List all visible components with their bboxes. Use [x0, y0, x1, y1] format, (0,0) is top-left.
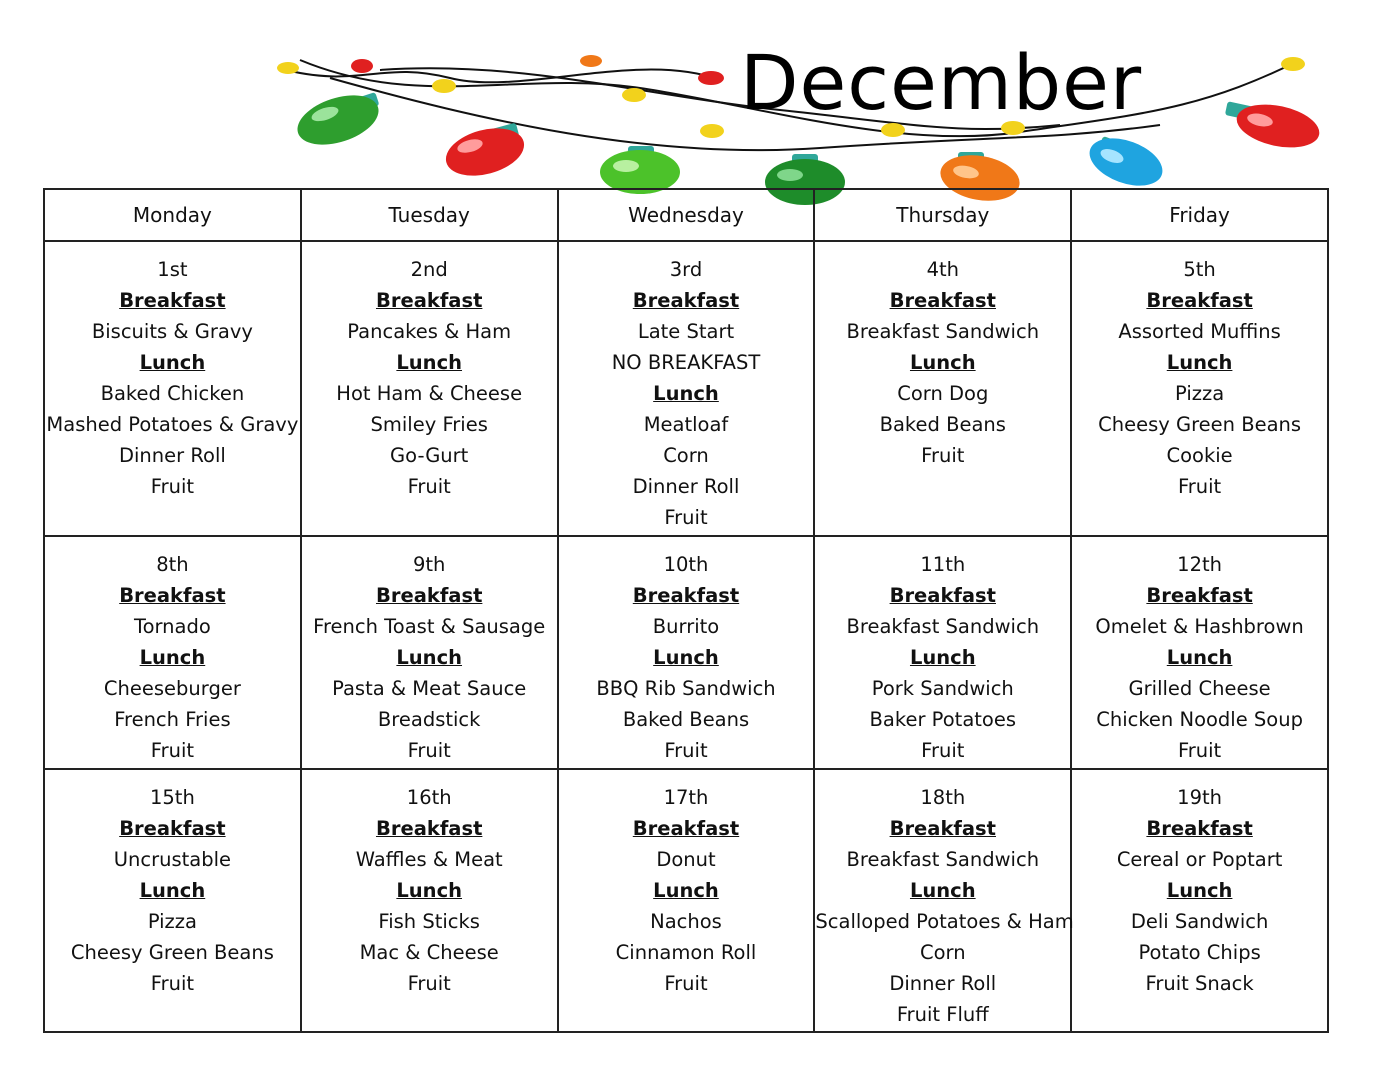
day-cell	[301, 536, 558, 770]
day-cell	[558, 241, 815, 536]
menu-item: Donut	[656, 848, 716, 872]
menu-item: Waffles & Meat	[355, 848, 503, 872]
small-red-bulb-icon	[351, 59, 373, 73]
day-cell	[1071, 769, 1328, 1032]
menu-item: Potato Chips	[1138, 941, 1261, 965]
menu-item: Uncrustable	[113, 848, 232, 872]
day-date: 3rd	[669, 258, 703, 281]
menu-item: Omelet & Hashbrown	[1095, 614, 1304, 638]
meal-heading: Lunch	[909, 351, 976, 374]
week-row	[44, 769, 1328, 1032]
menu-item: Baked Beans	[622, 707, 750, 731]
menu-item: Breadstick	[377, 707, 481, 731]
menu-item: Cheesy Green Beans	[1098, 413, 1302, 436]
menu-item: Fruit	[150, 972, 195, 996]
menu-item: Baker Potatoes	[869, 707, 1017, 731]
day-date: 1st	[157, 258, 188, 281]
day-cell	[814, 241, 1071, 536]
day-date: 18th	[920, 786, 966, 810]
menu-item: Baked Chicken	[100, 382, 245, 405]
weekday-header-thursday: Thursday	[814, 189, 1071, 241]
menu-item: Fruit	[1177, 475, 1222, 498]
meal-heading: Breakfast	[119, 817, 226, 841]
large-blue-bulb-icon	[1083, 129, 1169, 194]
week-row	[44, 536, 1328, 770]
menu-item: NO BREAKFAST	[611, 351, 761, 374]
day-cell	[44, 536, 301, 770]
menu-item: Hot Ham & Cheese	[336, 382, 523, 405]
small-yellow-bulb-icon	[277, 62, 299, 74]
meal-heading: Breakfast	[632, 289, 740, 312]
weekday-header-monday: Monday	[44, 189, 301, 241]
meal-heading: Lunch	[653, 382, 719, 405]
day-cell	[1071, 241, 1328, 536]
meal-heading: Breakfast	[119, 583, 226, 607]
meal-heading: Lunch	[139, 351, 206, 374]
menu-item: Fruit	[921, 738, 965, 762]
meal-heading: Breakfast	[119, 289, 226, 312]
weekday-header-row	[44, 189, 1328, 241]
menu-item: Baked Beans	[879, 413, 1006, 436]
meal-heading: Breakfast	[375, 583, 483, 607]
menu-item: Fruit	[407, 972, 451, 996]
menu-item: Fruit Snack	[1145, 972, 1254, 996]
weekday-header-tuesday: Tuesday	[301, 189, 558, 241]
menu-item: Cereal or Poptart	[1116, 848, 1283, 872]
christmas-lights-decoration	[0, 0, 1386, 215]
menu-item: Dinner Roll	[632, 475, 740, 498]
meal-heading: Lunch	[653, 645, 719, 669]
menu-item: Scalloped Potatoes & Ham	[815, 910, 1074, 934]
menu-item: Breakfast Sandwich	[846, 614, 1040, 638]
day-cell	[558, 536, 815, 770]
day-date: 11th	[920, 552, 966, 576]
day-cell	[44, 769, 301, 1032]
small-yellow-bulb-icon	[622, 88, 646, 102]
menu-item: Tornado	[133, 614, 211, 638]
day-date: 19th	[1177, 786, 1222, 810]
menu-item: Corn	[919, 941, 966, 965]
menu-item: Fruit	[407, 738, 451, 762]
menu-item: Go-Gurt	[390, 444, 469, 467]
small-yellow-bulb-icon	[432, 79, 456, 93]
menu-item: Corn Dog	[897, 382, 989, 405]
menu-item: Mac & Cheese	[359, 941, 499, 965]
meal-heading: Breakfast	[632, 583, 740, 607]
menu-item: Cinnamon Roll	[615, 941, 757, 965]
large-red-bulb-icon	[1225, 98, 1323, 155]
day-cell	[301, 241, 558, 536]
menu-item: Pasta & Meat Sauce	[332, 676, 527, 700]
meal-heading: Breakfast	[632, 817, 740, 841]
day-cell	[44, 241, 301, 536]
meal-heading: Breakfast	[889, 583, 996, 607]
large-green-bulb-icon	[291, 86, 384, 154]
day-date: 17th	[663, 786, 709, 810]
large-green-bulb-icon	[600, 146, 680, 194]
day-date: 2nd	[410, 258, 448, 281]
meal-heading: Lunch	[396, 645, 463, 669]
meal-heading: Lunch	[139, 645, 206, 669]
menu-item: Corn	[663, 444, 709, 467]
day-date: 8th	[156, 552, 189, 576]
menu-item: Assorted Muffins	[1118, 320, 1281, 343]
menu-item: Fruit Fluff	[896, 1003, 989, 1027]
menu-item: Fruit	[150, 738, 195, 762]
weekday-header-friday: Friday	[1071, 189, 1328, 241]
menu-item: Fruit	[664, 972, 708, 996]
meal-heading: Lunch	[909, 645, 976, 669]
day-cell	[301, 769, 558, 1032]
menu-item: Fruit	[664, 738, 708, 762]
day-date: 16th	[406, 786, 452, 810]
menu-item: Cheeseburger	[103, 676, 241, 700]
small-orange-bulb-icon	[580, 55, 602, 67]
menu-item: French Fries	[114, 707, 231, 731]
menu-item: Cheesy Green Beans	[70, 941, 274, 965]
menu-item: Cookie	[1166, 444, 1233, 467]
day-cell	[558, 769, 815, 1032]
meal-heading: Lunch	[1166, 645, 1233, 669]
meal-heading: Lunch	[139, 879, 206, 903]
menu-item: Pork Sandwich	[871, 676, 1014, 700]
day-cell	[814, 769, 1074, 1032]
menu-item: Fruit	[921, 444, 965, 467]
small-yellow-bulb-icon	[1281, 57, 1305, 71]
day-date: 10th	[663, 552, 709, 576]
meal-heading: Lunch	[396, 351, 463, 374]
menu-item: Smiley Fries	[370, 413, 488, 436]
lunch-menu-calendar	[43, 188, 1329, 1033]
meal-heading: Lunch	[909, 879, 976, 903]
meal-heading: Breakfast	[1146, 583, 1253, 607]
menu-item: Nachos	[650, 910, 722, 934]
menu-item: Fruit	[1177, 738, 1222, 762]
weekday-header-wednesday: Wednesday	[558, 189, 815, 241]
menu-item: Mashed Potatoes & Gravy	[46, 413, 299, 436]
meal-heading: Lunch	[1166, 351, 1233, 374]
meal-heading: Breakfast	[889, 817, 996, 841]
small-yellow-bulb-icon	[700, 124, 724, 138]
day-cell	[1071, 536, 1328, 770]
day-date: 15th	[149, 786, 195, 810]
day-date: 12th	[1177, 552, 1222, 576]
day-date: 4th	[926, 258, 959, 281]
menu-item: Late Start	[637, 320, 735, 343]
day-cell	[814, 536, 1071, 770]
meal-heading: Breakfast	[375, 817, 483, 841]
meal-heading: Breakfast	[1146, 289, 1253, 312]
menu-item: Breakfast Sandwich	[846, 848, 1040, 872]
large-red-bulb-icon	[441, 120, 530, 183]
menu-item: Fish Sticks	[378, 910, 480, 934]
menu-item: Pizza	[1175, 382, 1225, 405]
meal-heading: Breakfast	[1146, 817, 1253, 841]
menu-item: Chicken Noodle Soup	[1096, 707, 1303, 731]
meal-heading: Lunch	[396, 879, 463, 903]
menu-item: Breakfast Sandwich	[846, 320, 1040, 343]
meal-heading: Breakfast	[889, 289, 996, 312]
menu-item: Pizza	[147, 910, 197, 934]
menu-item: French Toast & Sausage	[313, 614, 546, 638]
menu-item: Meatloaf	[643, 413, 729, 436]
menu-item: Pancakes & Ham	[347, 320, 512, 343]
menu-item: BBQ Rib Sandwich	[596, 676, 776, 700]
menu-item: Deli Sandwich	[1130, 910, 1269, 934]
meal-heading: Lunch	[653, 879, 719, 903]
menu-item: Biscuits & Gravy	[91, 320, 253, 343]
menu-item: Dinner Roll	[889, 972, 997, 996]
page-title: December	[740, 38, 1143, 127]
menu-item: Burrito	[652, 614, 720, 638]
menu-item: Fruit	[407, 475, 451, 498]
small-red-bulb-icon	[698, 71, 724, 85]
meal-heading: Breakfast	[375, 289, 483, 312]
week-row	[44, 241, 1328, 536]
menu-item: Fruit	[150, 475, 195, 498]
meal-heading: Lunch	[1166, 879, 1233, 903]
menu-item: Grilled Cheese	[1128, 676, 1271, 700]
menu-item: Fruit	[664, 506, 708, 529]
day-date: 5th	[1183, 258, 1216, 281]
day-date: 9th	[412, 552, 446, 576]
menu-item: Dinner Roll	[118, 444, 226, 467]
